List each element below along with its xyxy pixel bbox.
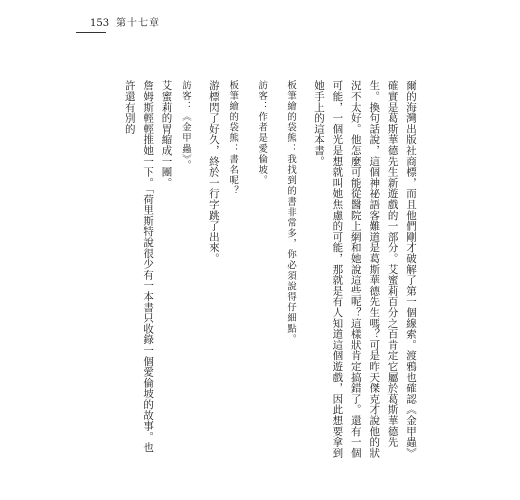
narrative-paragraph: 游標閃了好久，終於一行字跳了出來。 xyxy=(207,80,220,264)
narrative-paragraph: 爾的海灣出版社商標，而且他們剛才破解了第一個線索。渡鴉也確認《金甲蟲》確實是葛斯華德先生新遊戲的一部分。艾蜜莉百分之百肯定它屬於葛斯華德先生。換句話說，這個神祕語客難道是葛斯華德先生嗎？可是昨天傑克才說他的狀況不太好。他怎麼可能從醫院上網和她說這些呢？這樣狀肯定搞錯了。還有一個可能，一個光是想就叫她焦慮的可能，那就是有人知道這個遊戲，因此想要拿到她手上的這本書。 xyxy=(312,80,417,458)
narrative-paragraph: 詹姆斯輕輕推她一下。「荷里斯特說很少有一本書只收錄一個愛倫坡的故事。也許還有別的 xyxy=(123,80,155,453)
chat-line-visitor: 訪客：《金甲蟲》。 xyxy=(179,80,191,171)
page-body xyxy=(123,80,420,460)
page-number: 153 xyxy=(90,18,110,29)
chat-line-wombat: 板筆繪的袋熊：書名呢？ xyxy=(227,80,239,197)
chat-line-wombat: 板筆繪的袋熊：我找到的書非常多，你必須說得仔細點。 xyxy=(285,80,297,345)
header-rule xyxy=(76,32,106,33)
page-header xyxy=(76,16,186,34)
narrative-paragraph: 艾蜜莉的胃縮成一團。 xyxy=(160,80,173,188)
chat-line-visitor: 訪客：作者是愛倫坡。 xyxy=(256,80,268,186)
chapter-title: 第十七章 xyxy=(116,18,160,29)
